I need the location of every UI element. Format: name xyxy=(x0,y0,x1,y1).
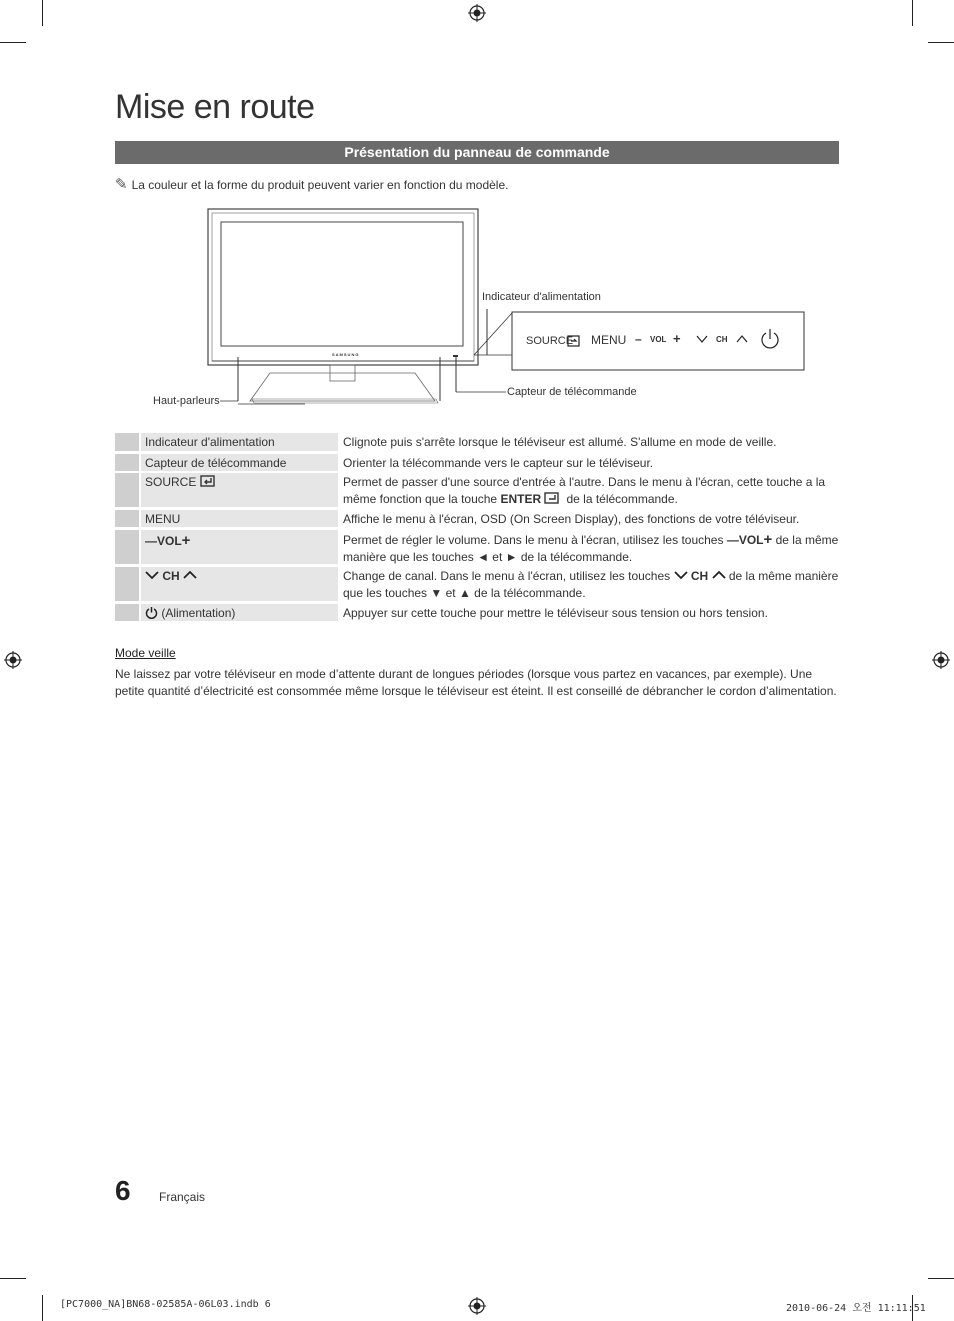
chevron-up-icon xyxy=(712,570,726,580)
minus-icon: — xyxy=(726,533,739,547)
row-name xyxy=(141,567,338,601)
row-desc: Orienter la télécommande vers le capteur sur le téléviseur. xyxy=(343,456,654,470)
crop-mark xyxy=(0,1278,26,1279)
section-heading: Présentation du panneau de commande xyxy=(115,141,839,164)
registration-mark-icon xyxy=(4,651,22,669)
table-row xyxy=(115,604,839,621)
enter-icon xyxy=(544,492,560,504)
registration-mark-icon xyxy=(468,1297,486,1315)
panel-plus-label: + xyxy=(673,331,681,346)
note-text: La couleur et la forme du produit peuvent varier en fonction du modèle. xyxy=(131,178,509,192)
row-desc: Appuyer sur cette touche pour mettre le téléviseur sous tension ou hors tension. xyxy=(343,606,768,620)
pencil-icon: ✎ xyxy=(115,176,128,193)
registration-mark-icon xyxy=(468,4,486,22)
row-desc: Change de canal. Dans le menu à l'écran, utilisez les touches CH de la même manière que les touches ▼ et ▲ de la télécommande. xyxy=(343,569,839,600)
table-row xyxy=(115,473,839,507)
crop-mark xyxy=(0,42,26,43)
standby-text: Ne laissez par votre téléviseur en mode d’attente durant de longues périodes (lorsque vous partez en vacances, par exemple). Une petite quantité d’électricité est consommée même lorsque le téléviseur est éteint. Il est conseillé de débrancher le cordon d’alimentation. xyxy=(115,667,837,698)
row-name: Indicateur d'alimentation xyxy=(141,433,338,451)
row-name xyxy=(141,473,338,507)
diagram-label-speakers: Haut-parleurs xyxy=(153,395,220,407)
crop-mark xyxy=(42,1295,43,1321)
minus-icon: — xyxy=(145,534,157,548)
table-row xyxy=(115,530,839,564)
footer-date: 2010-06-24 오전 11:11:51 xyxy=(786,1303,926,1314)
page-language: Français xyxy=(159,1190,206,1204)
diagram-label-power-indicator: Indicateur d'alimentation xyxy=(482,291,601,303)
chevron-up-icon xyxy=(183,570,197,580)
table-row xyxy=(115,454,839,471)
crop-mark xyxy=(928,42,954,43)
table-row xyxy=(115,433,839,451)
crop-mark xyxy=(912,0,913,26)
crop-mark xyxy=(928,1278,954,1279)
panel-minus-label: – xyxy=(635,332,642,346)
row-desc: Permet de régler le volume. Dans le menu à l'écran, utilisez les touches —VOL+ de la même manière que les touches ◄ et ► de la télécommande. xyxy=(343,531,839,564)
table-row xyxy=(115,510,839,527)
power-icon xyxy=(145,606,158,619)
page-title: Mise en route xyxy=(115,88,315,126)
diagram-label-remote-sensor: Capteur de télécommande xyxy=(507,386,637,398)
plus-icon: + xyxy=(181,532,191,549)
vol-label: VOL xyxy=(157,534,182,548)
registration-mark-icon xyxy=(932,651,950,669)
crop-mark xyxy=(42,0,43,26)
plus-icon: + xyxy=(763,531,773,548)
row-name: MENU xyxy=(141,510,338,527)
row-desc: Affiche le menu à l'écran, OSD (On Screen Display), des fonctions de votre téléviseur. xyxy=(343,512,800,526)
row-desc: Permet de passer d'une source d'entrée à l'autre. Dans le menu à l'écran, cette touche a la même fonction que la touche ENTER de la télécommande. xyxy=(343,475,826,506)
enter-label: ENTER xyxy=(500,492,542,506)
standby-title: Mode veille xyxy=(115,646,176,660)
note xyxy=(115,175,508,193)
tv-diagram xyxy=(150,205,810,410)
row-name: Capteur de télécommande xyxy=(141,454,338,471)
source-label: SOURCE xyxy=(145,475,197,489)
panel-ch-label: CH xyxy=(716,335,728,344)
panel-vol-label: VOL xyxy=(650,335,667,344)
source-icon xyxy=(200,475,216,487)
page-number: 6 xyxy=(115,1175,131,1206)
ch-label: CH xyxy=(162,569,180,583)
diagram-brand: SAMSUNG xyxy=(332,352,360,357)
chevron-down-icon xyxy=(145,570,159,580)
panel-source-label: SOURCE xyxy=(526,335,574,347)
table-row xyxy=(115,567,839,601)
row-name xyxy=(141,530,338,564)
row-name: (Alimentation) xyxy=(141,604,338,621)
footer-file: [PC7000_NA]BN68-02585A-06L03.indb 6 xyxy=(60,1299,271,1310)
panel-menu-label: MENU xyxy=(591,333,627,347)
row-desc: Clignote puis s'arrête lorsque le téléviseur est allumé. S'allume en mode de veille. xyxy=(343,435,777,449)
chevron-down-icon xyxy=(674,570,688,580)
